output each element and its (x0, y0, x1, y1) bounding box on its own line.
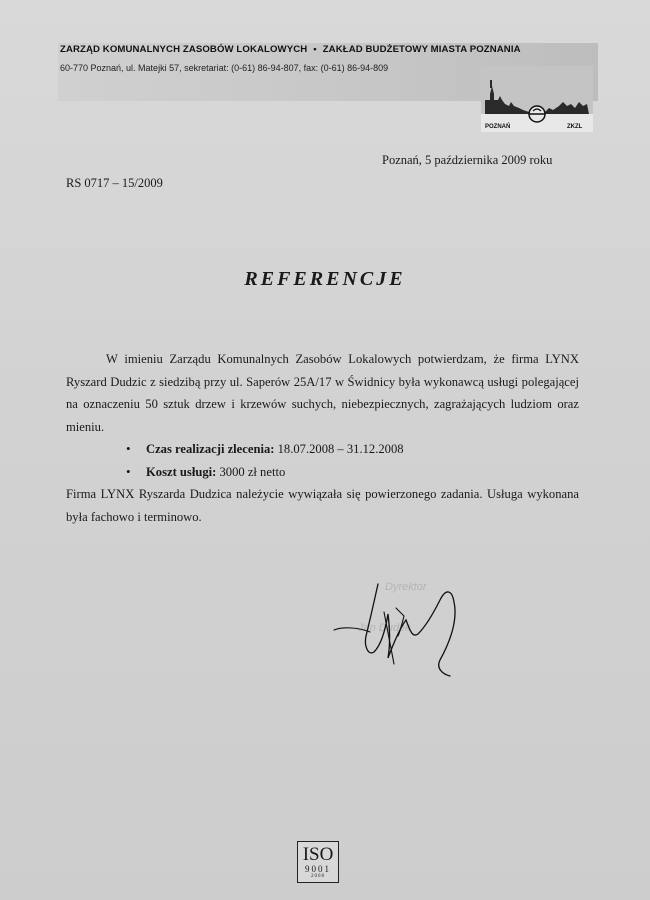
stamp-title: Dyrektor (385, 581, 427, 593)
paragraph-intro: W imieniu Zarządu Komunalnych Zasobów Lokalowych potwierdzam, że firma LYNX Ryszard Dudzic z siedzibą przy ul. Saperów 25A/17 w Świdnicy była wykonawcą usługi polegającej na oznaczeniu 50 sztuk drzew i krzewów suchych, niebezpiecznych, zagrażających ludziom oraz mieniu. (66, 352, 579, 434)
letterhead-title (60, 44, 600, 55)
iso-9001-mark (297, 841, 339, 883)
fact-value: 3000 zł netto (219, 464, 286, 479)
organization-name: ZARZĄD KOMUNALNYCH ZASOBÓW LOKALOWYCH (60, 44, 308, 55)
fact-item-cost (146, 461, 579, 484)
logo-zkzl-label: ZKZL (567, 124, 583, 130)
city-skyline-logo (481, 66, 593, 132)
letter-body (66, 348, 579, 528)
facts-list (66, 438, 579, 483)
organization-unit: ZAKŁAD BUDŻETOWY MIASTA POZNANIA (322, 44, 521, 55)
iso-label: ISO (302, 844, 334, 865)
fact-label: Koszt usługi: (146, 464, 217, 479)
reference-number: RS 0717 – 15/2009 (66, 176, 163, 190)
logo-city-label: POZNAŃ (485, 124, 511, 130)
iso-standard: 9001 (305, 864, 331, 874)
stamp-name: Jan Dudek (358, 622, 411, 634)
fact-value: 18.07.2008 – 31.12.2008 (277, 442, 404, 456)
fact-label: Czas realizacji zlecenia: (146, 442, 275, 456)
iso-year: 2008 (311, 874, 325, 879)
paragraph-conclusion: Firma LYNX Ryszarda Dudzica należycie wywiązała się powierzonego zadania. Usługa wykonana była fachowo i terminowo. (66, 487, 579, 524)
header-separator: • (313, 44, 317, 55)
place-and-date: Poznań, 5 października 2009 roku (382, 153, 553, 167)
fact-item-period (146, 438, 579, 461)
handwritten-signature (330, 572, 470, 682)
letterhead-address: 60-770 Poznań, ul. Matejki 57, sekretariat: (0-61) 86-94-807, fax: (0-61) 86-94-809 (60, 63, 389, 73)
document-title: REFERENCJE (244, 268, 406, 290)
